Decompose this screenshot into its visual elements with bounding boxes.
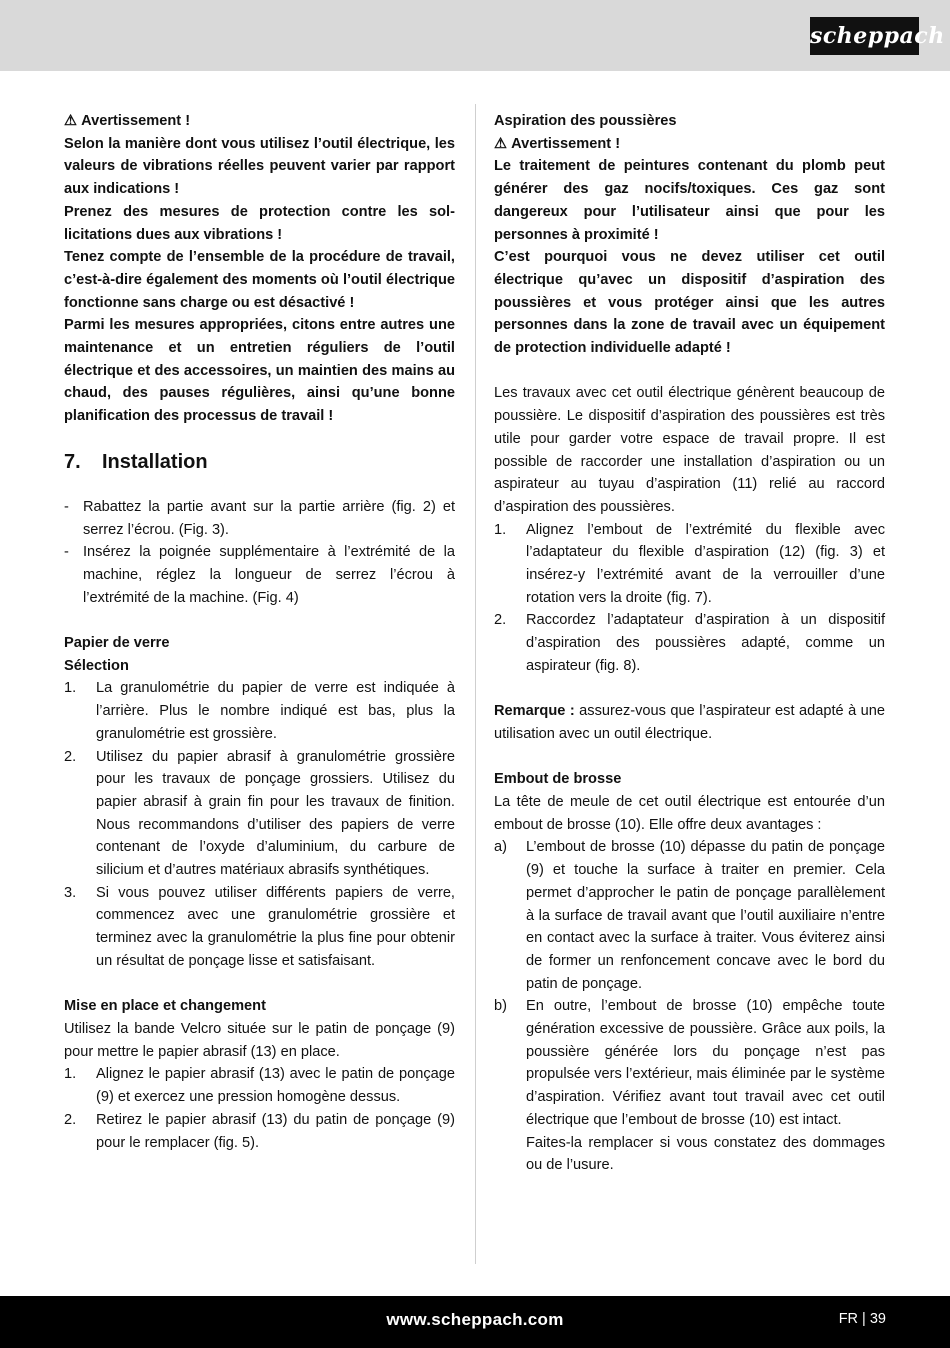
list-item: 3. Si vous pouvez utiliser différents papiers de verre, commencez avec une granulométrie grossière et terminez avec la granulométrie la plus fine pour obtenir un résultat de ponçage lisse et satisfaisant. [64, 884, 455, 969]
subheading: Embout de brosse [494, 771, 622, 788]
left-column [64, 110, 455, 1154]
subheading: Aspiration des poussières [494, 113, 677, 129]
warning-paragraph: C’est pourquoi vous ne devez utiliser cet outil électrique qu’avec un dispositif d’aspiration des poussières et vous protéger ainsi que les autres personnes dans la zone de travail avec un équipement de protection individuelle adapté ! [494, 249, 885, 357]
paragraph: La tête de meule de cet outil électrique est entourée d’un embout de brosse (10). Elle offre deux avantages : [494, 794, 885, 833]
list-item: 1. La granulométrie du papier de verre est indiquée à l’arrière. Plus le nombre indiqué est bas, plus la granulométrie est grossière. [64, 680, 455, 742]
warning-paragraph: Selon la manière dont vous utilisez l’outil électrique, les valeurs de vibrations réelles peuvent varier par rapport aux indications ! [64, 135, 455, 198]
list-item: b) En outre, l’embout de brosse (10) empêche toute génération excessive de poussière. Grâce aux poils, la poussière générée lors du ponçage n’est pas propulsée vers l’extérieur, mais éliminée par le système d’aspiration. Vérifiez avant tout travail avec cet outil électrique que l’embout de brosse (10) est intact. [494, 998, 885, 1128]
warning-paragraph: Prenez des mesures de protection contre les sollicitations dues aux vibrations ! [64, 203, 455, 243]
warning-paragraph: Le traitement de peintures contenant du plomb peut générer des gaz nocifs/toxiques. Ces gaz sont dangereux pour l’utilisateur ainsi que pour les personnes à proximité ! [494, 158, 885, 243]
list-item: a) L’embout de brosse (10) dépasse du patin de ponçage (9) et touche la surface à traiter en premier. Cela permet d’approcher le patin de ponçage parallèlement à la surface de travail avant que l’outil auxiliaire n’entre en contact avec la surface à traiter. Vous éviterez ainsi de former un renfoncement concave avec le bord du patin de ponçage. [494, 839, 885, 992]
warning-triangle-icon: ⚠ [494, 135, 508, 152]
right-column [494, 110, 885, 1177]
brand-logo: scheppach [810, 17, 919, 55]
warning-paragraph: Tenez compte de l’ensemble de la procédure de travail, c’est-à-dire également des moments où l’outil électrique fonctionne sans charge ou est désactivé ! [64, 249, 455, 311]
section-heading [64, 449, 455, 475]
section-title: Installation [102, 450, 208, 473]
subheading: Papier de verre [64, 635, 170, 652]
footer-bar [0, 1296, 950, 1348]
list-item: 1. Alignez le papier abrasif (13) avec le patin de ponçage (9) et exercez une pression homogène dessus. [64, 1066, 455, 1106]
warning-heading: ⚠ Avertissement ! [64, 110, 455, 133]
list-item: 1. Alignez l’embout de l’extrémité du flexible avec l’adaptateur du flexible d’aspiration (12) (fig. 3) et insérez-y l’extrémité avant de la verrouiller d’une rotation vers la droite (fig. 7). [494, 521, 885, 606]
list-item: 2. Raccordez l’adaptateur d’aspiration à un dispositif d’aspiration des poussières adapté, comme un aspirateur (fig. 8). [494, 612, 885, 674]
page-number: FR | 39 [838, 1311, 886, 1327]
subheading: Sélection [64, 657, 129, 674]
header-bar [0, 0, 950, 71]
list-item: 2. Utilisez du papier abrasif à granulométrie grossière pour les travaux de ponçage grossiers. Utilisez du papier abrasif à grain fin pour les travaux de finition. Nous recommandons d’utiliser des papiers de verre contenant de l’oxyde d’aluminium, du carbure de silicium et d’autres matériaux abrasifs synthétiques. [64, 748, 455, 879]
paragraph: Utilisez la bande Velcro située sur le patin de ponçage (9) pour mettre le papier abrasif (13) en place. [64, 1020, 455, 1060]
warning-triangle-icon: ⚠ [64, 113, 78, 129]
list-item: - Rabattez la partie avant sur la partie arrière (fig. 2) et serrez l’écrou. (Fig. 3). [64, 498, 455, 538]
column-divider [475, 104, 476, 1264]
paragraph: Faites-la remplacer si vous constatez des dommages ou de l’usure. [526, 1134, 885, 1174]
paragraph: Les travaux avec cet outil électrique génèrent beaucoup de poussière. Le dispositif d’aspiration des poussières est très utile pour garder votre espace de travail propre. Il est possible de raccorder une installation d’aspiration ou un aspirateur au tuyau d’aspiration (11) relié au raccord d’aspiration des poussières. [494, 385, 885, 515]
note-paragraph: Remarque : assurez-vous que l’aspirateur est adapté à une utilisation avec un outil électrique. [494, 703, 885, 742]
list-item: - Insérez la poignée supplémentaire à l’extrémité de la machine, réglez la longueur de serrez l’écrou à l’extrémité de la machine. (Fig. 4) [64, 544, 455, 606]
list-item: 2. Retirez le papier abrasif (13) du patin de ponçage (9) pour le remplacer (fig. 5). [64, 1111, 455, 1151]
section-number: 7. [64, 450, 81, 473]
warning-paragraph: Parmi les mesures appropriées, citons entre autres une maintenance et un entretien réguliers de l’outil électrique et des accessoires, un maintien des mains au chaud, des pauses régulières, ainsi qu’une bonne planification des processus de travail ! [64, 317, 455, 425]
website-link[interactable]: www.scheppach.com [386, 1310, 564, 1329]
subheading: Mise en place et changement [64, 998, 266, 1015]
note-label: Remarque : [494, 703, 575, 720]
warning-heading: ⚠ Avertissement ! [494, 133, 885, 156]
